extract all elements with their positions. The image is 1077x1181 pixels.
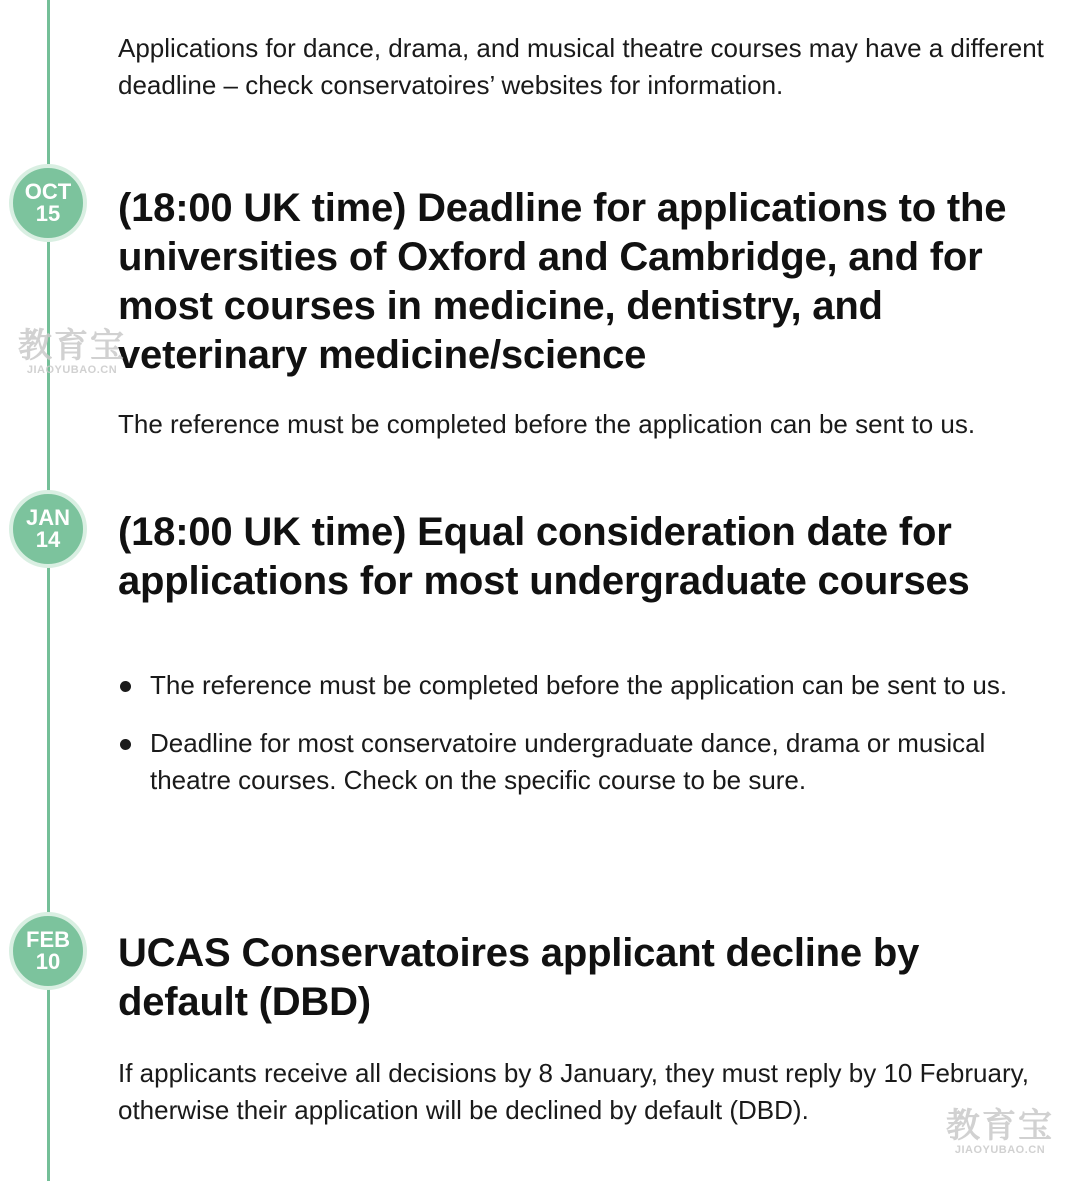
event-body: If applicants receive all decisions by 8 January, they must reply by 10 February, otherwise their application will be declined by default (DBD). bbox=[118, 1058, 1029, 1125]
event-heading: (18:00 UK time) Deadline for applications to the universities of Oxford and Cambridge, and for most courses in medicine, dentistry, and veterinary medicine/science bbox=[118, 186, 1007, 377]
event-heading: (18:00 UK time) Equal consideration date for applications for most undergraduate courses bbox=[118, 510, 970, 603]
watermark-url: JIAOYUBAO.CN bbox=[26, 364, 118, 376]
event-jan-14 bbox=[118, 508, 1053, 799]
list-item-text: Deadline for most conservatoire undergraduate dance, drama or musical theatre courses. Check on the specific course to be sure. bbox=[150, 728, 986, 795]
watermark-logo bbox=[18, 328, 126, 376]
date-badge-day: 15 bbox=[35, 201, 61, 226]
date-badge-oct-15 bbox=[9, 164, 87, 242]
date-badge-day: 10 bbox=[35, 949, 61, 974]
date-badge-jan-14 bbox=[9, 490, 87, 568]
event-feb-10 bbox=[118, 929, 1053, 1129]
date-badge-day: 14 bbox=[35, 527, 61, 552]
watermark-logo-text: 教育宝 bbox=[946, 1107, 1054, 1145]
date-badge-month: OCT bbox=[24, 179, 72, 204]
event-oct-15 bbox=[118, 184, 1053, 443]
bullet-icon bbox=[120, 681, 131, 692]
event-heading: UCAS Conservatoires applicant decline by default (DBD) bbox=[118, 931, 920, 1024]
watermark-url: JIAOYUBAO.CN bbox=[954, 1144, 1046, 1156]
date-badge-month: FEB bbox=[26, 927, 70, 952]
list-item-text: The reference must be completed before the application can be sent to us. bbox=[150, 670, 1008, 700]
date-badge-month: JAN bbox=[25, 505, 70, 530]
list-item bbox=[118, 725, 1053, 799]
list-item bbox=[118, 667, 1053, 704]
date-badge-feb-10 bbox=[9, 912, 87, 990]
bullet-icon bbox=[120, 739, 131, 750]
watermark-logo bbox=[946, 1108, 1054, 1156]
watermark-logo-text: 教育宝 bbox=[18, 327, 126, 365]
event-body: The reference must be completed before the application can be sent to us. bbox=[118, 409, 976, 439]
intro-text: Applications for dance, drama, and musical theatre courses may have a different deadline – check conservatoires’ websites for information. bbox=[118, 33, 1044, 100]
event-bullet-list bbox=[118, 667, 1053, 799]
